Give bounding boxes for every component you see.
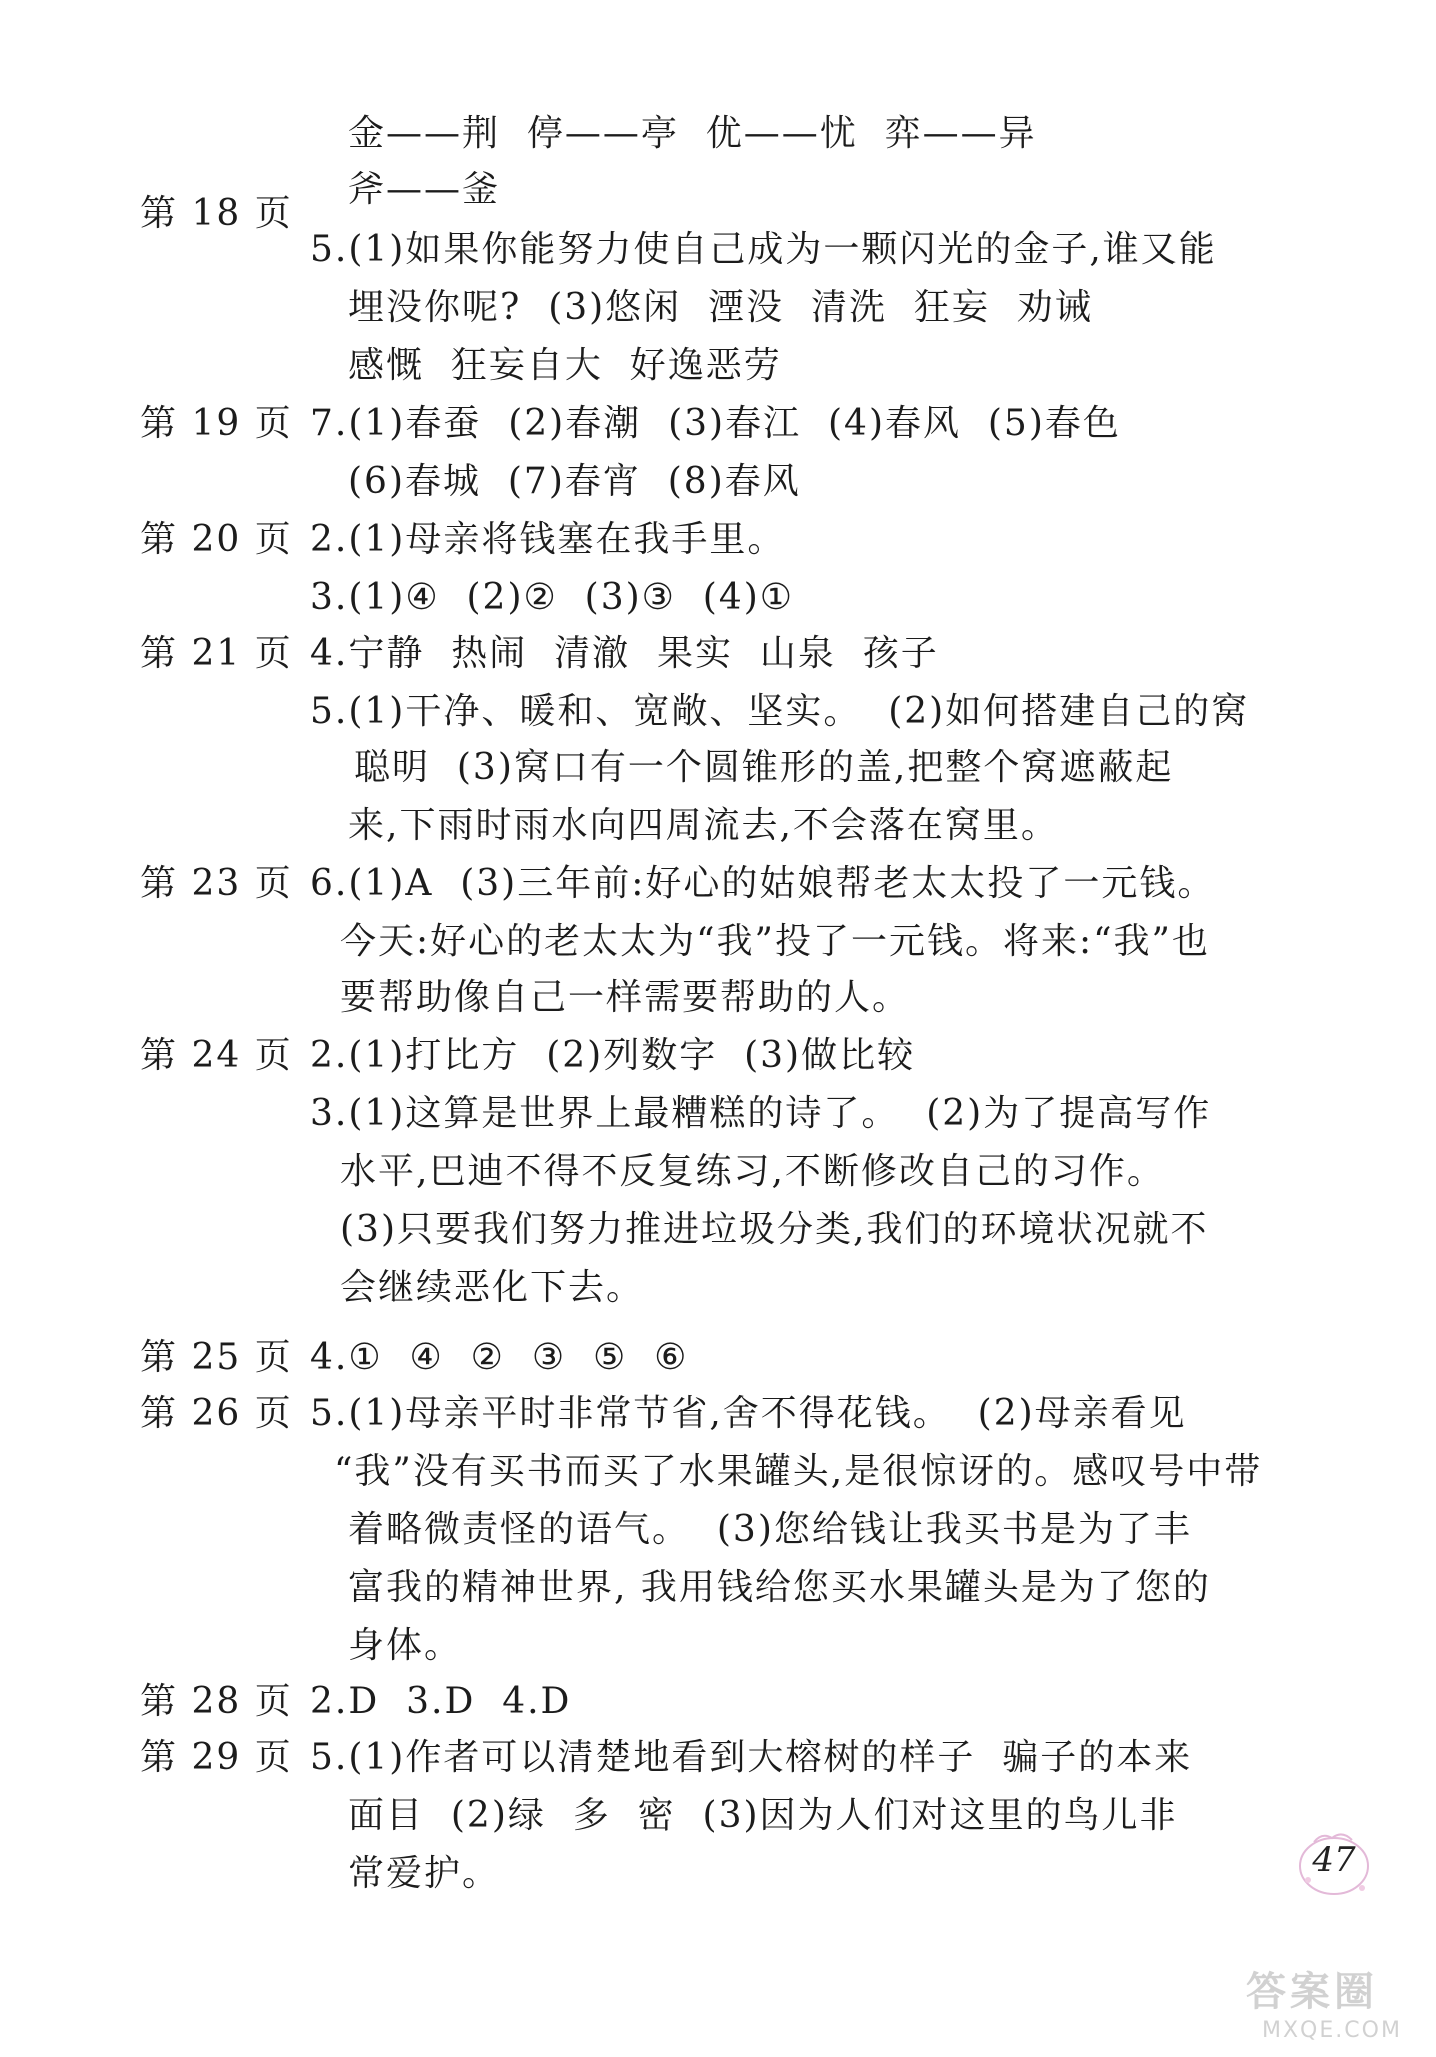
page-label-28: 第 28 页 [140, 1681, 293, 1722]
answer-line: (3)只要我们努力推进垃圾分类,我们的环境状况就不 [340, 1209, 1209, 1250]
page-label-24: 第 24 页 [140, 1035, 293, 1076]
page-label-29: 第 29 页 [140, 1737, 293, 1778]
answer-line: 4.① ④ ② ③ ⑤ ⑥ [310, 1337, 689, 1378]
answer-line: 金——荆 停——亭 优——忧 弈——异 [348, 113, 1037, 154]
answer-line: 5.(1)如果你能努力使自己成为一颗闪光的金子,谁又能 [310, 229, 1217, 270]
answer-line: 7.(1)春蚕 (2)春潮 (3)春江 (4)春风 (5)春色 [310, 403, 1121, 444]
page-label-25: 第 25 页 [140, 1337, 293, 1378]
answer-line: 斧——釜 [348, 169, 501, 210]
watermark-text: 答案圈 [1246, 1969, 1378, 2015]
answer-line: 水平,巴迪不得不反复练习,不断修改自己的习作。 [340, 1151, 1165, 1192]
answer-line: 今天:好心的老太太为“我”投了一元钱。将来:“我”也 [340, 921, 1210, 962]
page-label-19: 第 19 页 [140, 403, 293, 444]
answer-line: 身体。 [348, 1625, 463, 1666]
answer-line: (6)春城 (7)春宵 (8)春风 [348, 461, 801, 502]
watermark-logo [1240, 1960, 1430, 2055]
answer-line: 富我的精神世界, 我用钱给您买水果罐头是为了您的 [348, 1567, 1211, 1608]
answer-line: 会继续恶化下去。 [340, 1267, 645, 1308]
answer-line: 埋没你呢? (3)悠闲 湮没 清洗 狂妄 劝诫 [348, 287, 1093, 328]
watermark-url: MXQE.COM [1262, 2018, 1402, 2043]
answer-line: 2.(1)打比方 (2)列数字 (3)做比较 [310, 1035, 916, 1076]
answer-line: 3.(1)这算是世界上最糟糕的诗了。 (2)为了提高写作 [310, 1093, 1212, 1134]
answer-line: 2.(1)母亲将钱塞在我手里。 [310, 519, 786, 560]
answer-line: “我”没有买书而买了水果罐头,是很惊讶的。感叹号中带 [334, 1451, 1263, 1492]
page-number-text: 47 [1312, 1840, 1356, 1880]
page-label-20: 第 20 页 [140, 519, 293, 560]
answer-line: 5.(1)干净、暖和、宽敞、坚实。 (2)如何搭建自己的窝 [310, 691, 1250, 732]
page-label-26: 第 26 页 [140, 1393, 293, 1434]
answer-line: 4.宁静 热闹 清澈 果实 山泉 孩子 [310, 633, 939, 674]
answer-line: 面目 (2)绿 多 密 (3)因为人们对这里的鸟儿非 [348, 1795, 1178, 1836]
answer-line: 5.(1)母亲平时非常节省,舍不得花钱。 (2)母亲看见 [310, 1393, 1187, 1434]
answer-line: 常爱护。 [348, 1853, 501, 1894]
page-label-21: 第 21 页 [140, 633, 293, 674]
answer-line: 6.(1)A (3)三年前:好心的姑娘帮老太太投了一元钱。 [310, 863, 1216, 904]
page-label-23: 第 23 页 [140, 863, 293, 904]
answer-line: 要帮助像自己一样需要帮助的人。 [340, 977, 911, 1018]
answer-line: 3.(1)④ (2)② (3)③ (4)① [310, 577, 795, 618]
answer-line: 来,下雨时雨水向四周流去,不会落在窝里。 [348, 805, 1059, 846]
page-label-18: 第 18 页 [140, 193, 293, 234]
answer-line: 5.(1)作者可以清楚地看到大榕树的样子 骗子的本来 [310, 1737, 1193, 1778]
answer-line: 聪明 (3)窝口有一个圆锥形的盖,把整个窝遮蔽起 [354, 747, 1174, 788]
answer-line: 感慨 狂妄自大 好逸恶劳 [348, 345, 782, 386]
page-number [1292, 1822, 1376, 1906]
answer-line: 2.D 3.D 4.D [310, 1681, 572, 1722]
answer-line: 着略微责怪的语气。 (3)您给钱让我买书是为了丰 [348, 1509, 1192, 1550]
